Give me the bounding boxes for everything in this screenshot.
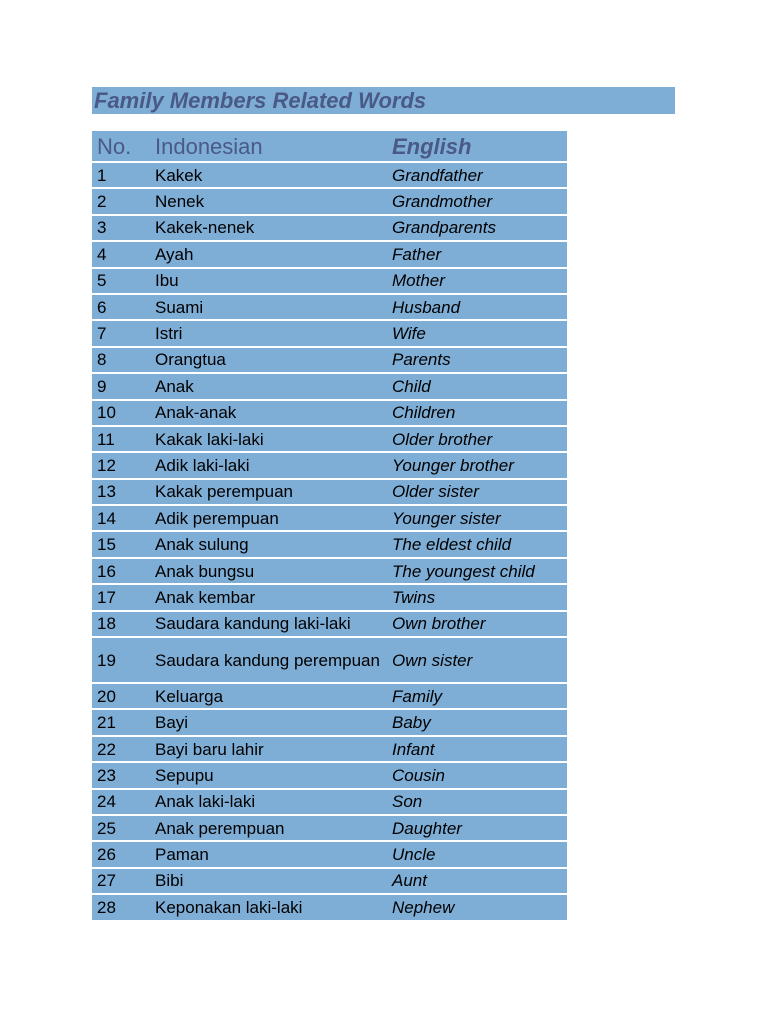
table-row	[92, 374, 567, 400]
table-row	[92, 532, 567, 558]
row-number: 9	[97, 376, 107, 396]
table-row	[92, 763, 567, 789]
table-row	[92, 710, 567, 736]
row-number: 11	[97, 429, 115, 449]
row-number: 5	[97, 271, 107, 291]
table-row	[92, 269, 567, 295]
indonesian-word: Adik perempuan	[155, 508, 279, 528]
table-row	[92, 612, 567, 638]
row-number: 22	[97, 739, 116, 759]
indonesian-word: Anak kembar	[155, 587, 256, 607]
table-row	[92, 348, 567, 374]
indonesian-word: Anak	[155, 376, 194, 396]
indonesian-word: Bayi	[155, 713, 189, 733]
indonesian-word: Bibi	[155, 871, 184, 891]
table-row	[92, 816, 567, 842]
indonesian-word: Ibu	[155, 271, 179, 291]
english-word: Grandparents	[392, 218, 496, 238]
indonesian-word: Anak perempuan	[155, 818, 285, 838]
english-word: Grandmother	[392, 192, 493, 212]
english-word: Nephew	[392, 897, 455, 917]
english-word: Daughter	[392, 818, 462, 838]
indonesian-word: Kakek-nenek	[155, 218, 255, 238]
table-header-row	[92, 131, 567, 163]
english-word: Family	[392, 686, 443, 706]
table-row	[92, 216, 567, 242]
indonesian-word: Anak laki-laki	[155, 792, 256, 812]
table-row	[92, 638, 567, 684]
indonesian-word: Bayi baru lahir	[155, 739, 264, 759]
row-number: 17	[97, 587, 116, 607]
table-row	[92, 506, 567, 532]
row-number: 3	[97, 218, 107, 238]
english-word: Aunt	[392, 871, 427, 891]
row-number: 6	[97, 297, 107, 317]
english-word: Uncle	[392, 845, 436, 865]
indonesian-word: Kakak perempuan	[155, 482, 293, 502]
table-row	[92, 453, 567, 479]
indonesian-word: Anak bungsu	[155, 561, 255, 581]
english-word: Grandfather	[392, 165, 483, 185]
english-word: The eldest child	[392, 535, 512, 555]
header-english: English	[392, 133, 472, 159]
row-number: 25	[97, 818, 116, 838]
english-word: Children	[392, 403, 456, 423]
english-word: Own sister	[392, 650, 473, 670]
row-number: 20	[97, 686, 116, 706]
english-word: The youngest child	[392, 561, 535, 581]
indonesian-word: Paman	[155, 845, 209, 865]
title-bar	[92, 87, 675, 114]
row-number: 19	[97, 650, 116, 670]
table-row	[92, 189, 567, 215]
english-word: Own brother	[392, 614, 486, 634]
row-number: 21	[97, 713, 116, 733]
indonesian-word: Ayah	[155, 244, 194, 264]
english-word: Infant	[392, 739, 435, 759]
indonesian-word: Anak-anak	[155, 403, 237, 423]
table-row	[92, 321, 567, 347]
row-number: 23	[97, 765, 116, 785]
table-row	[92, 585, 567, 611]
vocabulary-table	[92, 131, 567, 922]
table-row	[92, 242, 567, 268]
row-number: 24	[97, 792, 116, 812]
header-no: No.	[97, 133, 132, 159]
row-number: 15	[97, 535, 116, 555]
indonesian-word: Suami	[155, 297, 204, 317]
table-row	[92, 842, 567, 868]
table-row	[92, 895, 567, 921]
table-row	[92, 427, 567, 453]
row-number: 8	[97, 350, 107, 370]
indonesian-word: Saudara kandung perempuan	[155, 650, 380, 670]
table-row	[92, 295, 567, 321]
english-word: Parents	[392, 350, 451, 370]
indonesian-word: Saudara kandung laki-laki	[155, 614, 351, 634]
row-number: 10	[97, 403, 116, 423]
row-number: 18	[97, 614, 116, 634]
english-word: Cousin	[392, 765, 445, 785]
english-word: Older sister	[392, 482, 479, 502]
table-row	[92, 869, 567, 895]
indonesian-word: Kakek	[155, 165, 203, 185]
indonesian-word: Keluarga	[155, 686, 224, 706]
row-number: 26	[97, 845, 116, 865]
header-indonesian: Indonesian	[155, 133, 263, 159]
table-row	[92, 790, 567, 816]
table-row	[92, 401, 567, 427]
table-row	[92, 163, 567, 189]
row-number: 1	[97, 165, 107, 185]
english-word: Child	[392, 376, 431, 396]
indonesian-word: Nenek	[155, 192, 205, 212]
row-number: 4	[97, 244, 107, 264]
indonesian-word: Keponakan laki-laki	[155, 897, 303, 917]
english-word: Wife	[392, 324, 426, 344]
row-number: 28	[97, 897, 116, 917]
indonesian-word: Orangtua	[155, 350, 226, 370]
english-word: Younger brother	[392, 455, 514, 475]
page-title: Family Members Related Words	[94, 88, 427, 113]
row-number: 2	[97, 192, 107, 212]
english-word: Mother	[392, 271, 445, 291]
english-word: Son	[392, 792, 423, 812]
english-word: Baby	[392, 713, 431, 733]
indonesian-word: Kakak laki-laki	[155, 429, 264, 449]
row-number: 13	[97, 482, 116, 502]
row-number: 12	[97, 455, 116, 475]
indonesian-word: Adik laki-laki	[155, 455, 250, 475]
row-number: 27	[97, 871, 116, 891]
english-word: Younger sister	[392, 508, 501, 528]
row-number: 7	[97, 324, 107, 344]
table-row	[92, 737, 567, 763]
english-word: Twins	[392, 587, 436, 607]
table-row	[92, 480, 567, 506]
indonesian-word: Sepupu	[155, 765, 214, 785]
indonesian-word: Istri	[155, 324, 183, 344]
english-word: Father	[392, 244, 442, 264]
table-row	[92, 684, 567, 710]
indonesian-word: Anak sulung	[155, 535, 249, 555]
table-row	[92, 559, 567, 585]
row-number: 16	[97, 561, 116, 581]
english-word: Older brother	[392, 429, 493, 449]
english-word: Husband	[392, 297, 461, 317]
row-number: 14	[97, 508, 116, 528]
